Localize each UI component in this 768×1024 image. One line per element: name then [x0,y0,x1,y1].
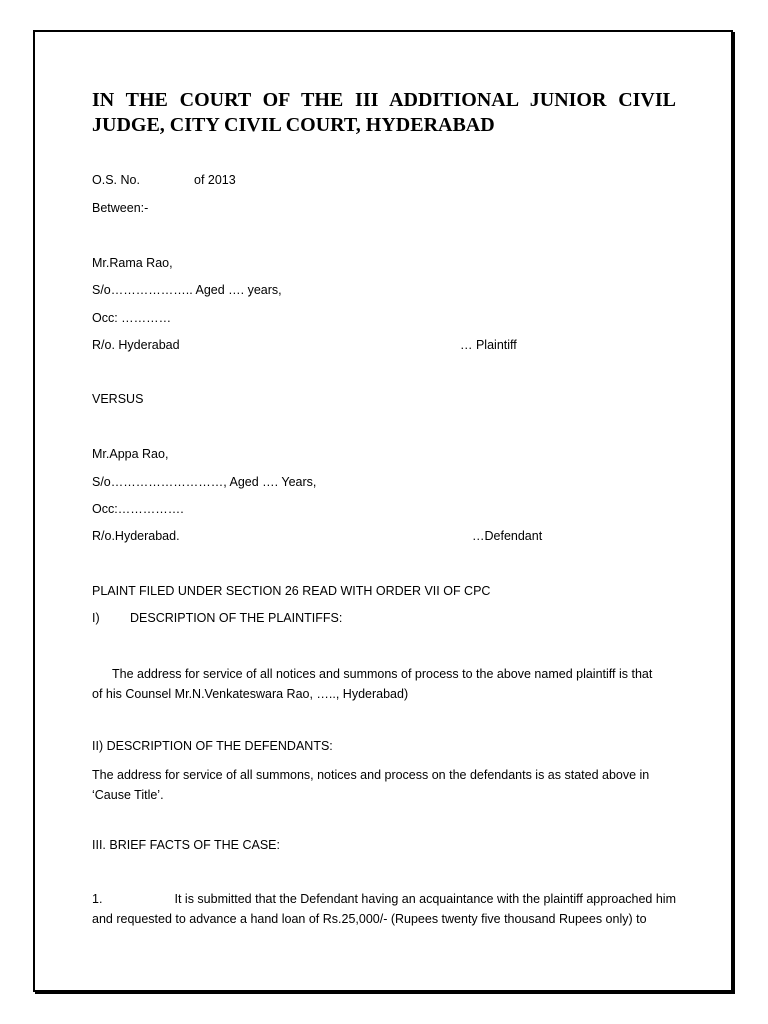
defendant-son-of: S/o………………………, Aged …. Years, [92,475,317,489]
section1-paragraph [92,664,676,704]
section1-line2: of his Counsel Mr.N.Venkateswara Rao, ….., Hyderabad) [92,687,409,701]
defendant-occupation: Occ:……………. [92,502,184,516]
fact1-number: 1. [92,892,103,906]
defendant-role: …Defendant [472,529,543,543]
section1-number: I) [92,611,100,625]
section1-line1: The address for service of all notices and summons of process to the above named plaintiff is that [112,667,653,681]
defendant-name: Mr.Appa Rao, [92,447,169,461]
plaintiff-role: … Plaintiff [460,338,517,352]
os-year: of 2013 [194,173,236,187]
court-title: IN THE COURT OF THE III ADDITIONAL JUNIOR CIVIL JUDGE, CITY CIVIL COURT, HYDERABAD [92,89,676,136]
plaintiff-residence: R/o. Hyderabad [92,338,180,352]
section1-heading: DESCRIPTION OF THE PLAINTIFFS: [130,611,343,625]
section2-paragraph [92,765,676,805]
section3-heading: III. BRIEF FACTS OF THE CASE: [92,838,280,852]
section2-heading: II) DESCRIPTION OF THE DEFENDANTS: [92,739,333,753]
plaintiff-occupation: Occ: ………… [92,311,172,325]
section2-line2: ‘Cause Title’. [92,788,164,802]
between-label: Between:- [92,201,149,215]
versus-label: VERSUS [92,392,144,406]
fact1-line1: It is submitted that the Defendant having an acquaintance with the plaintiff approached him [174,892,676,906]
defendant-residence: R/o.Hyderabad. [92,529,180,543]
plaintiff-son-of: S/o……………….. Aged …. years, [92,283,282,297]
fact1-line2: and requested to advance a hand loan of Rs.25,000/- (Rupees twenty five thousand Rupees only) to [92,912,647,926]
section2-line1: The address for service of all summons, notices and process on the defendants is as stated above in [92,768,650,782]
plaintiff-name: Mr.Rama Rao, [92,256,173,270]
os-no-label: O.S. No. [92,173,140,187]
plaint-heading: PLAINT FILED UNDER SECTION 26 READ WITH ORDER VII OF CPC [92,584,491,598]
